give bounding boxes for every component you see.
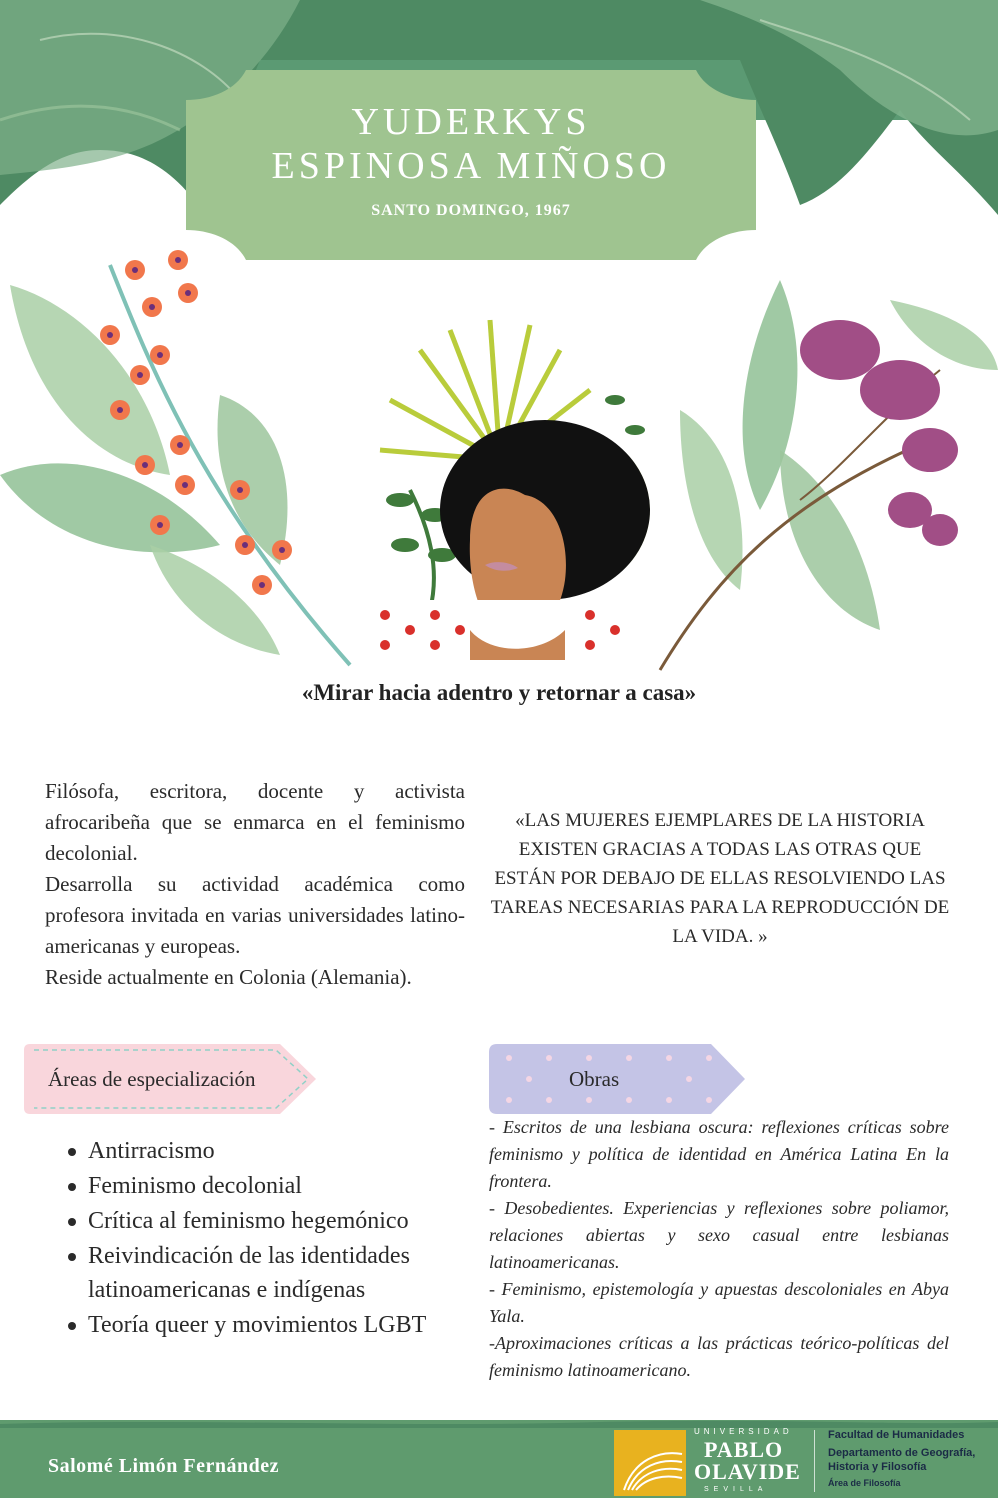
main-quote: «Mirar hacia adentro y retornar a casa»	[301, 680, 697, 705]
work-item: - Feminismo, epistemología y apuestas descoloniales en Abya Yala.	[489, 1279, 949, 1326]
title-first-name: YUDERKYS	[351, 101, 591, 143]
footer-leaf-texture	[0, 1418, 998, 1428]
bio-paragraph: Desarrolla su actividad académica como profesora invitada en varias universidades latino-americanas y europeas.	[45, 872, 465, 958]
university-name-first: PABLO	[704, 1437, 784, 1462]
author-name: Salomé Limón Fernández	[48, 1455, 279, 1477]
right-flower-illustration	[640, 270, 998, 680]
list-item: Antirracismo	[62, 1134, 462, 1168]
list-item: Reivindicación de las identidades latinoamericanas e indígenas	[62, 1239, 462, 1307]
logo-divider	[814, 1430, 815, 1492]
portrait-illustration	[350, 310, 670, 660]
title-plaque	[186, 70, 756, 260]
university-sun-logo-icon	[614, 1430, 686, 1496]
subtitle-origin: SANTO DOMINGO, 1967	[371, 202, 571, 219]
list-item: Teoría queer y movimientos LGBT	[62, 1308, 462, 1342]
university-name-second: OLAVIDE	[694, 1459, 801, 1484]
university-word: UNIVERSIDAD	[694, 1427, 793, 1436]
university-city: SEVILLA	[704, 1486, 768, 1493]
works-tag-label: Obras	[569, 1067, 620, 1091]
works-list	[489, 1114, 949, 1384]
work-item: - Escritos de una lesbiana oscura: reflexiones críticas sobre feminismo y política de identidad en América Latina En la frontera.	[489, 1117, 949, 1191]
bio-paragraph: Filósofa, escritora, docente y activista afrocaribeña que se enmarca en el feminismo decolonial.	[45, 779, 465, 865]
side-quote: «LAS MUJERES EJEMPLARES DE LA HISTORIA EXISTEN GRACIAS A TODAS LAS OTRAS QUE ESTÁN POR DEBAJO DE ELLAS RESOLVIENDO LAS TAREAS NECESARIAS PARA LA REPRODUCCIÓN DE LA VIDA. »	[490, 810, 950, 947]
area-name: Área de Filosofía	[828, 1478, 901, 1488]
bio-paragraph: Reside actualmente en Colonia (Alemania).	[45, 965, 412, 989]
faculty-name: Facultad de Humanidades	[828, 1429, 965, 1441]
areas-tag	[24, 1044, 316, 1114]
biography-text	[45, 776, 465, 993]
list-item: Crítica al feminismo hegemónico	[62, 1204, 462, 1238]
work-item: - Desobedientes. Experiencias y reflexiones sobre poliamor, relaciones abiertas y sexo casual entre lesbianas latinoamericanas.	[489, 1198, 949, 1272]
left-flower-illustration	[0, 245, 360, 675]
works-tag	[489, 1044, 745, 1114]
areas-tag-label: Áreas de especialización	[48, 1067, 256, 1091]
areas-list	[62, 1134, 462, 1343]
work-item: -Aproximaciones críticas a las prácticas teórico-políticas del feminismo latinoamericano.	[489, 1333, 949, 1380]
department-line-1: Departamento de Geografía,	[828, 1447, 976, 1459]
title-last-names: ESPINOSA MIÑOSO	[271, 145, 671, 187]
department-line-2: Historia y Filosofía	[828, 1461, 927, 1473]
list-item: Feminismo decolonial	[62, 1169, 462, 1203]
